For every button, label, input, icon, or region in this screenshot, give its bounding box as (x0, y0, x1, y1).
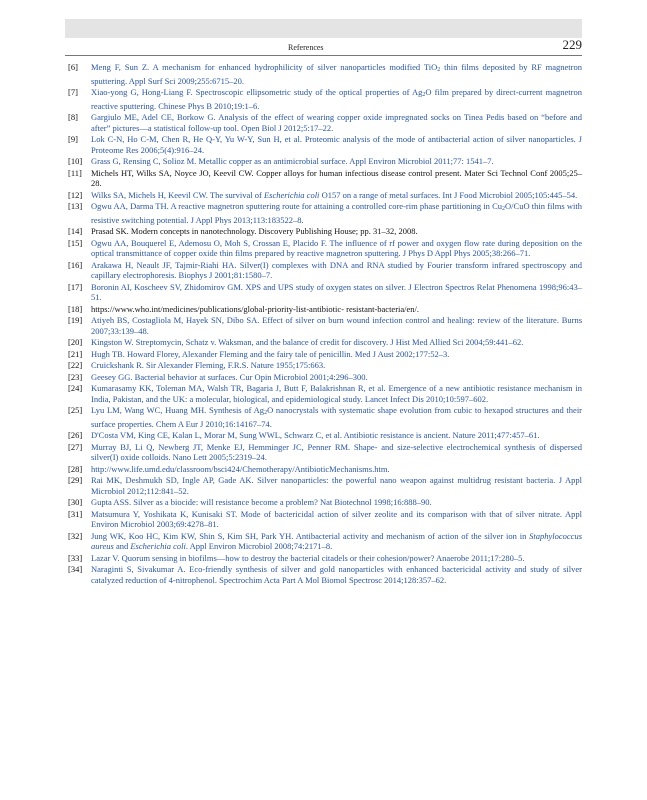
reference-text-segment: Murray BJ, Li Q, Newberg JT, Menke EJ, Hemminger JC, Penner RM. Shape- and size-selective electrochemical synthesis of dispersed silver(I) oxide colloids. Nano Lett 2005;5:2319–24. (91, 441, 582, 462)
reference-number: [20] (68, 337, 83, 347)
reference-text[interactable] (91, 87, 582, 111)
reference-text-segment: O157 on a range of metal surfaces. Int J Food Microbiol 2005;105:445–54. (319, 189, 578, 200)
reference-item[interactable] (65, 430, 582, 441)
reference-text-segment: O nanocrystals with systematic shape evolution from cubic to hexapod structures and their surface properties. Chem A Eur J 2010;16:14167–74. (91, 405, 583, 429)
reference-number: [9] (68, 134, 78, 144)
reference-item[interactable] (65, 497, 582, 508)
reference-item[interactable] (65, 509, 582, 530)
reference-text (91, 226, 418, 236)
reference-number: [23] (68, 371, 83, 382)
reference-text[interactable] (91, 553, 524, 563)
reference-text (91, 168, 582, 189)
reference-number: [10] (68, 156, 83, 166)
reference-text-segment: Lok C-N, Ho C-M, Chen R, He Q-Y, Yu W-Y, Sun H, et al. Proteomic analysis of the mode of antibacterial action of silver nanoparticles. J Proteome Res 2006;5(4):916–24. (91, 134, 582, 155)
reference-item[interactable] (65, 238, 582, 259)
reference-item[interactable] (65, 464, 582, 475)
reference-number: [34] (68, 564, 83, 574)
reference-number: [26] (68, 430, 83, 440)
reference-item[interactable] (65, 201, 582, 225)
reference-number: [17] (68, 281, 83, 292)
reference-item[interactable] (65, 87, 582, 111)
reference-text-segment: D'Costa VM, King CE, Kalan L, Morar M, Sung WWL, Schwarz C, et al. Antibiotic resistance is ancient. Nature 2011;477:457–61. (91, 430, 540, 440)
reference-text-segment: Matsumura Y, Yoshikata K, Kunisaki ST. Mode of bactericidal action of silver zeolite and its comparison with that of silver nitrate. Appl Environ Microbiol 2003;69:4278–81. (91, 508, 582, 529)
reference-number: [28] (68, 463, 83, 474)
reference-number: [7] (68, 87, 78, 97)
reference-text[interactable] (91, 360, 325, 370)
reference-text-segment: and (113, 541, 131, 551)
reference-item[interactable] (65, 564, 582, 585)
reference-text-segment: Michels HT, Wilks SA, Noyce JO, Keevil CW. Copper alloys for human infectious disease control present. Mater Sci Technol Conf 2005;25–28. (91, 167, 582, 188)
reference-text[interactable] (91, 564, 582, 585)
reference-number: [30] (68, 497, 83, 507)
reference-text-segment: Naraginti S, Sivakumar A. Eco-friendly synthesis of silver and gold nanoparticles with enhanced bactericidal activity and study of silver catalyzed reduction of 4-nitrophenol. Spectrochim Acta Part A Mol Biomol Spectrosc 2014;128:357–62. (91, 564, 582, 585)
reference-item[interactable] (65, 383, 582, 404)
subscript-text: 2 (264, 410, 268, 416)
reference-item[interactable] (65, 112, 582, 133)
reference-item[interactable] (65, 156, 582, 167)
reference-text-segment: Lazar V. Quorum sensing in biofilms—how to destroy the bacterial citadels or their cohesion/power? Anaerobe 2011;17:280–5. (91, 552, 525, 563)
reference-text[interactable] (91, 372, 368, 382)
reference-text-segment: Gargiulo ME, Adel CE, Borkow G. Analysis of the effect of wearing copper oxide impregnated socks on Tinea Pedis based on “before and after” pictures—a statistical follow-up tool. Open Biol J 2012;5:17–22. (91, 112, 582, 133)
reference-text-segment: Hugh TB. Howard Florey, Alexander Fleming and the fairy tale of penicillin. Med J Aust 2002;177:52–3. (91, 348, 450, 359)
reference-text-segment: Atiyeh BS, Costagliola M, Hayek SN, Dibo SA. Effect of silver on burn wound infection control and healing: review of the literature. Burns 2007;33:139–48. (91, 315, 582, 336)
reference-item[interactable] (65, 553, 582, 564)
reference-text-segment: Wilks SA, Michels H, Keevil CW. The survival of (91, 189, 264, 200)
reference-text-segment: Jung WK, Koo HC, Kim KW, Shin S, Kim SH, Park YH. Antibacterial activity and mechanism of action of the silver ion in (91, 530, 530, 541)
reference-text[interactable] (91, 201, 582, 225)
reference-text-segment: O film prepared by direct-current magnetron reactive sputtering. Chinese Phys B 2010;19:1–6. (91, 87, 582, 111)
reference-item (65, 226, 582, 237)
reference-number: [18] (68, 303, 83, 314)
reference-number: [27] (68, 441, 83, 452)
reference-item[interactable] (65, 475, 582, 496)
reference-text[interactable] (91, 509, 582, 530)
reference-text-segment: Cruickshank R. Sir Alexander Fleming, F.R.S. Nature 1955;175:663. (91, 360, 326, 370)
reference-item[interactable] (65, 260, 582, 281)
reference-text[interactable] (91, 190, 577, 200)
reference-number: [6] (68, 62, 78, 72)
reference-number: [12] (68, 189, 83, 200)
reference-text[interactable] (91, 282, 582, 303)
reference-text-segment: https://www.who.int/medicines/publications/global-priority-list-antibiotic- resistant-bacteria/en/. (91, 303, 420, 314)
reference-item[interactable] (65, 337, 582, 348)
reference-item[interactable] (65, 62, 582, 86)
reference-text-segment: Lyu LM, Wang WC, Huang MH. Synthesis of Ag (91, 405, 265, 415)
reference-text-segment: Gupta ASS. Silver as a biocide: will resistance become a problem? Nat Biotechnol 1998;16:888–90. (91, 497, 432, 507)
reference-text[interactable] (91, 238, 582, 259)
reference-text[interactable] (91, 531, 582, 552)
reference-item[interactable] (65, 531, 582, 552)
reference-text-segment: Kumarasamy KK, Toleman MA, Walsh TR, Bagaria J, Butt F, Balakrishnan R, et al. Emergence of a new antibiotic resistance mechanism in India, Pakistan, and the UK: a molecular, biological, and epidemiological study. Lancet Infect Dis 2010;10:597–602. (91, 383, 582, 404)
reference-number: [25] (68, 405, 83, 415)
reference-text-segment: Rai MK, Deshmukh SD, Ingle AP, Gade AK. Silver nanoparticles: the powerful nano weapon against multidrug resistant bacteria. J Appl Microbiol 2012;112:841–52. (91, 475, 582, 496)
italic-text: Escherichia coli (130, 541, 186, 551)
reference-text[interactable] (91, 430, 540, 440)
reference-text-segment: Grass G, Rensing C, Solioz M. Metallic copper as an antimicrobial surface. Appl Environ Microbiol 2011;77: 1541–7. (91, 156, 494, 166)
header-rule (65, 55, 582, 56)
reference-number: [21] (68, 348, 83, 359)
reference-text[interactable] (91, 349, 449, 359)
reference-text-segment: . Appl Environ Microbiol 2008;74:2171–8. (185, 541, 333, 551)
reference-item[interactable] (65, 442, 582, 463)
reference-item[interactable] (65, 405, 582, 429)
reference-text[interactable] (91, 383, 582, 404)
reference-item[interactable] (65, 315, 582, 336)
reference-text[interactable] (91, 464, 390, 474)
reference-item[interactable] (65, 372, 582, 383)
reference-text-segment: Geesey GG. Bacterial behavior at surfaces. Cur Opin Microbiol 2001;4:296–300. (91, 371, 368, 382)
reference-text-segment: Ogwu AA, Darma TH. A reactive magnetron sputtering route for attaining a controlled core-rim phase partitioning in Cu (91, 201, 503, 211)
reference-number: [29] (68, 475, 83, 485)
reference-text-segment: Arakawa H, Neault JF, Tajmir-Riahi HA. Silver(I) complexes with DNA and RNA studied by Fourier transform infrared spectroscopy and capillary electrophoresis. Biophys J 2001;81:1580–7. (91, 259, 582, 280)
reference-text[interactable] (91, 62, 582, 86)
header-bar (65, 19, 582, 38)
reference-item[interactable] (65, 282, 582, 303)
page-number: 229 (562, 37, 582, 52)
reference-number: [15] (68, 237, 83, 248)
reference-item[interactable] (65, 360, 582, 371)
reference-number: [11] (68, 167, 82, 178)
reference-item[interactable] (65, 134, 582, 155)
reference-text-segment: thin films deposited by RF magnetron sputtering. Appl Surf Sci 2009;255:6715–20. (91, 62, 582, 86)
subscript-text: 2 (422, 92, 426, 98)
reference-text-segment: http://www.life.umd.edu/classroom/bsci424/Chemotherapy/AntibioticMechanisms.htm. (91, 463, 390, 474)
reference-text[interactable] (91, 337, 523, 347)
reference-text-segment: Kingston W. Streptomycin, Schatz v. Waksman, and the balance of credit for discovery. J Hist Med Allied Sci 2004;59:441–62. (91, 337, 524, 347)
reference-list (65, 62, 582, 586)
subscript-text: 2 (502, 206, 506, 212)
reference-number: [24] (68, 383, 83, 393)
reference-number: [31] (68, 508, 83, 519)
reference-text[interactable] (91, 405, 582, 429)
reference-item[interactable] (65, 349, 582, 360)
reference-number: [8] (68, 112, 78, 122)
reference-text[interactable] (91, 134, 582, 155)
subscript-text: 2 (437, 67, 441, 73)
reference-text[interactable] (91, 315, 582, 336)
reference-number: [14] (68, 226, 83, 236)
reference-text-segment: Meng F, Sun Z. A mechanism for enhanced hydrophilicity of silver nanoparticles modified TiO (91, 62, 438, 72)
reference-number: [13] (68, 201, 83, 211)
reference-text-segment: O/CuO thin films with resistive switching potential. J Appl Phys 2013;113:183522–8. (91, 201, 582, 225)
reference-text-segment: Prasad SK. Modern concepts in nanotechnology. Discovery Publishing House; pp. 31–32, 2008. (91, 226, 418, 236)
reference-text[interactable] (91, 497, 432, 507)
italic-text: Escherichia coli (263, 189, 320, 200)
reference-number: [33] (68, 552, 83, 563)
reference-text-segment: Boronin AI, Koscheev SV, Zhidomirov GM. XPS and UPS study of oxygen states on silver. J Electron Spectros Relat Phenomena 1998;96:43–51. (91, 281, 582, 302)
running-title: References (288, 43, 324, 52)
reference-number: [32] (68, 530, 83, 541)
reference-text[interactable] (91, 475, 582, 496)
reference-text[interactable] (91, 156, 494, 166)
reference-item (65, 304, 582, 315)
reference-text[interactable] (91, 442, 582, 463)
reference-number: [19] (68, 315, 83, 325)
reference-text[interactable] (91, 260, 582, 281)
reference-number: [16] (68, 259, 83, 270)
reference-text-segment: Xiao-yong G, Hong-Liang F. Spectroscopic ellipsometric study of the optical properties of Ag (91, 87, 423, 97)
italic-text: Staphylococcus aureus (91, 530, 582, 551)
reference-number: [22] (68, 360, 83, 370)
reference-text-segment: Ogwu AA, Bouquerel E, Ademosu O, Moh S, Crossan E, Placido F. The influence of rf power and oxygen flow rate during deposition on the optical transmittance of copper oxide thin films prepared by reactive magnetron sputtering. J Phys D Appl Phys 2005;38:266–71. (91, 237, 582, 258)
reference-item (65, 168, 582, 189)
reference-text (91, 304, 419, 314)
reference-item[interactable] (65, 190, 582, 201)
reference-text[interactable] (91, 112, 582, 133)
